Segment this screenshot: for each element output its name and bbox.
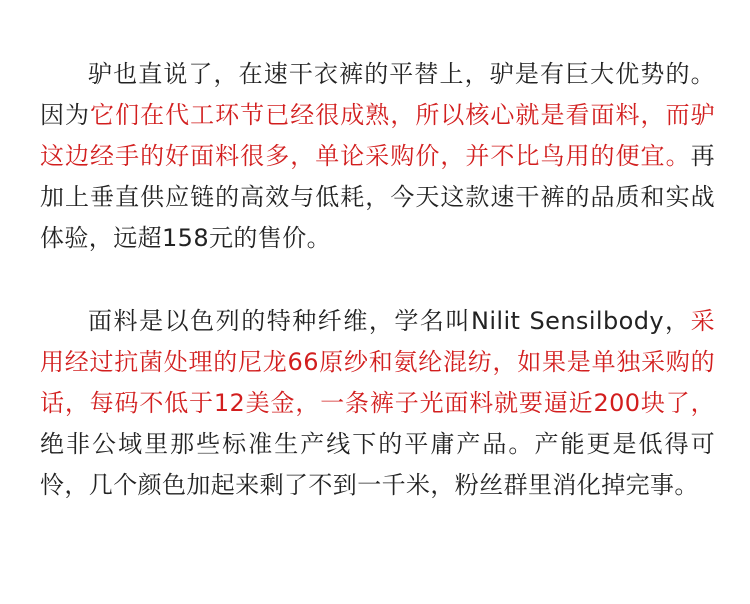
paragraph-2-intro: 面料是以色列的特种纤维，学名叫Nilit Sensilbody，: [88, 307, 691, 335]
article-body: [40, 54, 715, 506]
paragraph-1-highlight: 它们在代工环节已经很成熟，所以核心就是看面料，而驴这边经手的好面料很多，单论采购价，并不比鸟用的便宜。: [40, 101, 715, 170]
paragraph-2: [40, 301, 715, 506]
paragraph-1: [40, 54, 715, 259]
paragraph-1-intro: 驴也直说了，在速干衣裤的平替上，驴是有巨大优势的。因为: [40, 60, 715, 129]
paragraph-1-outro: 再加上垂直供应链的高效与低耗，今天这款速干裤的品质和实战体验，远超158元的售价。: [40, 142, 715, 252]
paragraph-2-highlight: 采用经过抗菌处理的尼龙66原纱和氨纶混纺，如果是单独采购的话，每码不低于12美金，一条裤子光面料就要逼近200块了，: [40, 307, 715, 417]
paragraph-2-outro: 绝非公域里那些标准生产线下的平庸产品。产能更是低得可怜，几个颜色加起来剩了不到一千米，粉丝群里消化掉完事。: [40, 430, 715, 499]
